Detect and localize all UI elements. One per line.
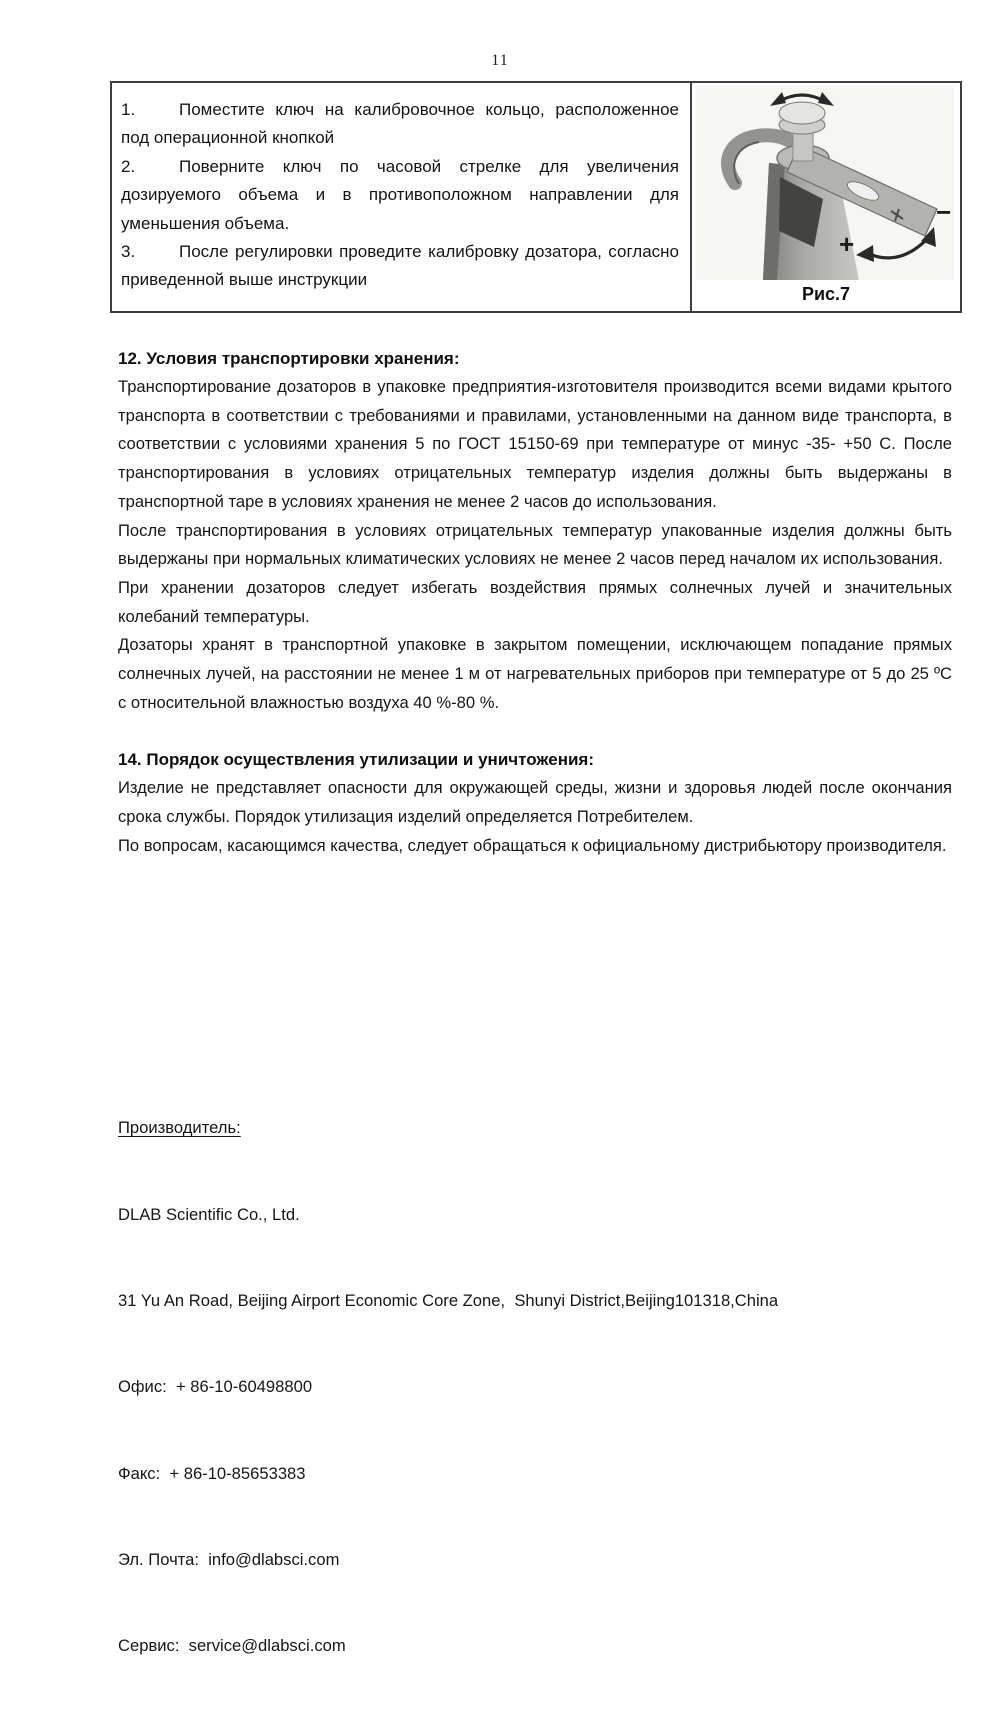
company-name: DLAB Scientific Co., Ltd.	[118, 1204, 300, 1224]
transport-paragraph: При хранении дозаторов следует избегать воздействия прямых солнечных лучей и значительных колебаний температуры.	[118, 577, 952, 626]
email-address: Эл. Почта: info@dlabsci.com	[118, 1550, 340, 1570]
manufacturer-block	[118, 1057, 952, 1719]
disposal-paragraph: По вопросам, касающимся качества, следует обращаться к официальному дистрибьютору производителя.	[118, 835, 947, 855]
calibration-step	[121, 153, 679, 238]
pipette-calibration-figure	[693, 85, 959, 281]
calibration-steps-cell	[112, 83, 690, 311]
service-email: Сервис: service@dlabsci.com	[118, 1636, 346, 1656]
figure-caption: Рис.7	[801, 284, 851, 304]
company-address: 31 Yu An Road, Beijing Airport Economic Core Zone, Shunyi District,Beijing101318,China	[118, 1290, 779, 1310]
section-transport-title: 12. Условия транспортировки хранения:	[118, 349, 460, 368]
transport-paragraph: Транспортирование дозаторов в упаковке предприятия-изготовителя производится всеми видами крытого транспорта в соответствии с требованиями и правилами, установленными на данном виде транспорта, в соответствии с условиями хранения 5 по ГОСТ 15150-69 при температуре от минус -35- +50 С. После транспортирования в условиях отрицательных температур изделия должны быть выдержаны в транспортной таре в условиях хранения не менее 2 часов до использования.	[118, 377, 952, 511]
minus-sign: −	[936, 197, 952, 227]
transport-paragraph: Дозаторы хранят в транспортной упаковке в закрытом помещении, исключающем попадание прямых солнечных лучей, на расстоянии не менее 1 м от нагревательных приборов при температуре от 5 до 25 ºС с относительной влажностью воздуха 40 %-80 %.	[118, 635, 952, 712]
step-text: Поместите ключ на калибровочное кольцо, расположенное под операционной кнопкой	[121, 100, 679, 148]
calibration-table	[110, 81, 962, 313]
step-text: После регулировки проведите калибровку дозатора, согласно приведенной выше инструкции	[121, 242, 679, 290]
calibration-step	[121, 238, 679, 295]
step-number: 1.	[121, 100, 136, 119]
office-phone: Офис: + 86-10-60498800	[118, 1377, 313, 1397]
calibration-step	[121, 96, 679, 153]
transport-paragraph: После транспортирования в условиях отрицательных температур упакованные изделия должны быть выдержаны при нормальных климатических условиях не менее 2 часов перед началом их использования.	[118, 520, 952, 569]
section-disposal-title: 14. Порядок осуществления утилизации и уничтожения:	[118, 750, 594, 770]
fax-number: Факс: + 86-10-85653383	[118, 1463, 306, 1483]
button-top	[779, 102, 825, 124]
step-number: 2.	[121, 156, 136, 176]
document-body	[118, 344, 952, 1719]
manufacturer-label: Производитель:	[118, 1118, 241, 1138]
figure-cell	[690, 83, 960, 311]
step-text: Поверните ключ по часовой стрелке для увеличения дозируемого объема и в противоположном направлении для уменьшения объема.	[121, 156, 679, 233]
step-number: 3.	[121, 242, 136, 262]
disposal-paragraph: Изделие не представляет опасности для окружающей среды, жизни и здоровья людей после окончания срока службы. Порядок утилизация изделий определяется Потребителем.	[118, 778, 952, 827]
page-number: 11	[491, 52, 509, 69]
plus-sign: +	[839, 229, 855, 259]
